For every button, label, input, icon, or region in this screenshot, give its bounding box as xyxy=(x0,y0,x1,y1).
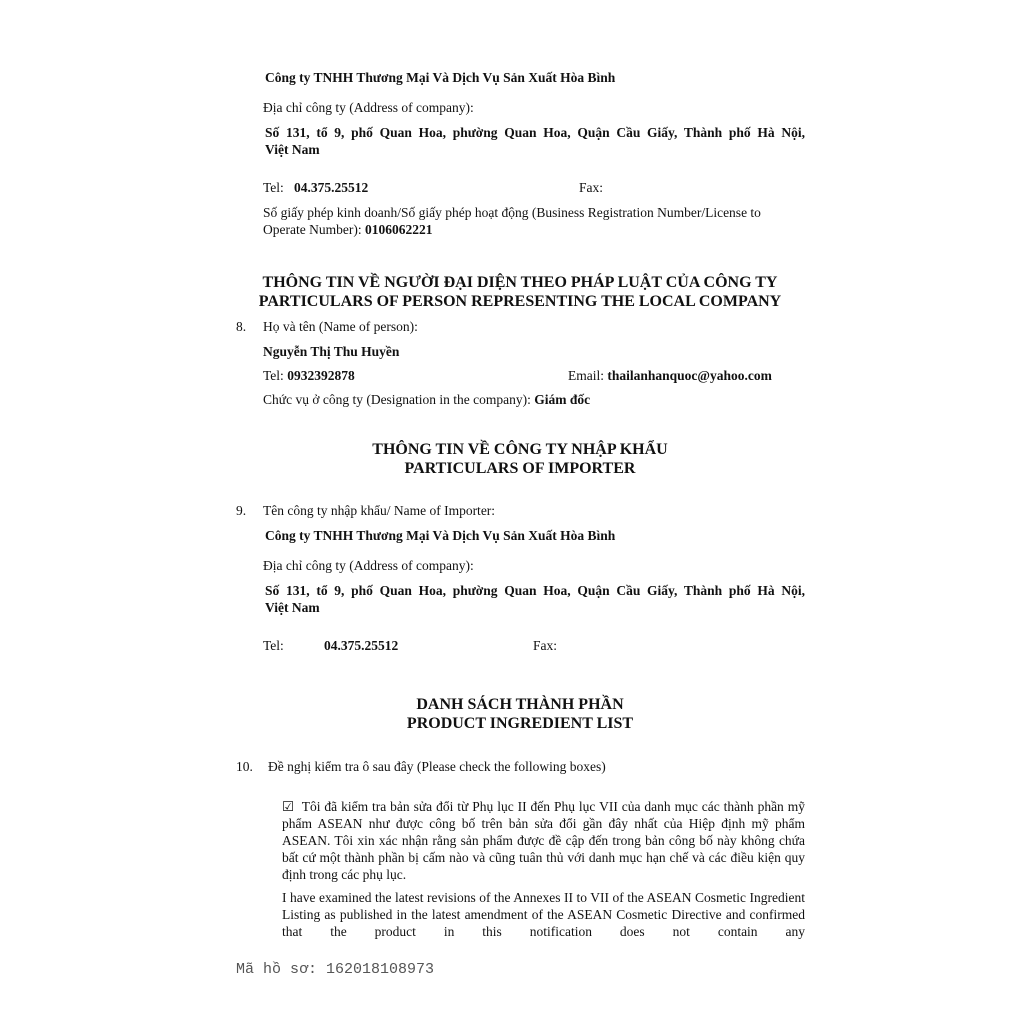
address-line1: Số 131, tổ 9, phố Quan Hoa, phường Quan Hoa, Quận Cầu Giấy, Thành phố Hà Nội, xyxy=(265,125,805,140)
section-heading: THÔNG TIN VỀ NGƯỜI ĐẠI DIỆN THEO PHÁP LUẬT CỦA CÔNG TY xyxy=(262,274,778,291)
file-code: Mã hồ sơ: 162018108973 xyxy=(236,961,435,978)
designation-label: Chức vụ ở công ty (Designation in the company): xyxy=(263,392,531,407)
section-heading: PARTICULARS OF PERSON REPRESENTING THE LOCAL COMPANY xyxy=(258,293,782,310)
tel-value: 0932392878 xyxy=(287,368,355,383)
company-name: Công ty TNHH Thương Mại Và Dịch Vụ Sản Xuất Hòa Bình xyxy=(265,70,616,85)
importer-name-label: Tên công ty nhập khẩu/ Name of Importer: xyxy=(263,503,496,518)
vi-declaration xyxy=(282,798,805,883)
address-label: Địa chỉ công ty (Address of company): xyxy=(263,100,474,115)
address-line2: Việt Nam xyxy=(265,142,320,157)
item-number: 8. xyxy=(236,319,247,334)
address-line2: Việt Nam xyxy=(265,600,320,615)
item-number: 9. xyxy=(236,503,247,518)
license-row xyxy=(263,221,432,238)
license-label: Số giấy phép kinh doanh/Số giấy phép hoạt động (Business Registration Number/License to xyxy=(263,205,761,220)
license-label2: Operate Number): xyxy=(263,222,362,237)
section-heading: PARTICULARS OF IMPORTER xyxy=(404,460,636,477)
fax-label: Fax: xyxy=(533,638,558,653)
name-label: Họ và tên (Name of person): xyxy=(263,319,418,334)
section-heading: THÔNG TIN VỀ CÔNG TY NHẬP KHẨU xyxy=(372,441,668,458)
importer-name: Công ty TNHH Thương Mại Và Dịch Vụ Sản Xuất Hòa Bình xyxy=(265,528,616,543)
tel-value: 04.375.25512 xyxy=(294,180,369,195)
section-heading: DANH SÁCH THÀNH PHẦN xyxy=(416,696,624,713)
email-label: Email: xyxy=(568,368,604,383)
address-label: Địa chỉ công ty (Address of company): xyxy=(263,558,474,573)
instruction: Đề nghị kiểm tra ô sau đây (Please check the following boxes) xyxy=(268,759,606,774)
fax-label: Fax: xyxy=(579,180,604,195)
tel-value: 04.375.25512 xyxy=(324,638,399,653)
checkbox-checked-icon[interactable]: ☑ xyxy=(282,799,295,814)
email-value: thailanhanquoc@yahoo.com xyxy=(607,368,772,383)
person-name: Nguyễn Thị Thu Huyền xyxy=(263,344,400,359)
section-heading: PRODUCT INGREDIENT LIST xyxy=(406,715,634,732)
tel-label: Tel: xyxy=(263,180,284,195)
en-declaration: I have examined the latest revisions of the Annexes II to VII of the ASEAN Cosmetic Ingredient Listing as published in the latest amendment of the ASEAN Cosmetic Directive and confirmed that the product in this notification does not contain any xyxy=(282,890,805,939)
vi-declaration-text: Tôi đã kiểm tra bản sửa đổi từ Phụ lục II đến Phụ lục VII của danh mục các thành phần mỹ phẩm ASEAN như được công bố trên bản sửa đổi gần đây nhất của Hiệp định mỹ phẩm ASEAN. Tôi xin xác nhận rằng sản phẩm được đề cập đến trong bản công bố này không chứa bất cứ một thành phần bị cấm nào và cũng tuân thủ với danh mục hạn chế và các điều kiện quy định trong các phụ lục. xyxy=(282,799,805,882)
tel-label: Tel: xyxy=(263,638,284,653)
tel-label: Tel: xyxy=(263,368,284,383)
designation-value: Giám đốc xyxy=(534,392,591,407)
item-number: 10. xyxy=(236,759,253,774)
address-line1: Số 131, tổ 9, phố Quan Hoa, phường Quan Hoa, Quận Cầu Giấy, Thành phố Hà Nội, xyxy=(265,583,805,598)
license-number: 0106062221 xyxy=(364,222,433,237)
